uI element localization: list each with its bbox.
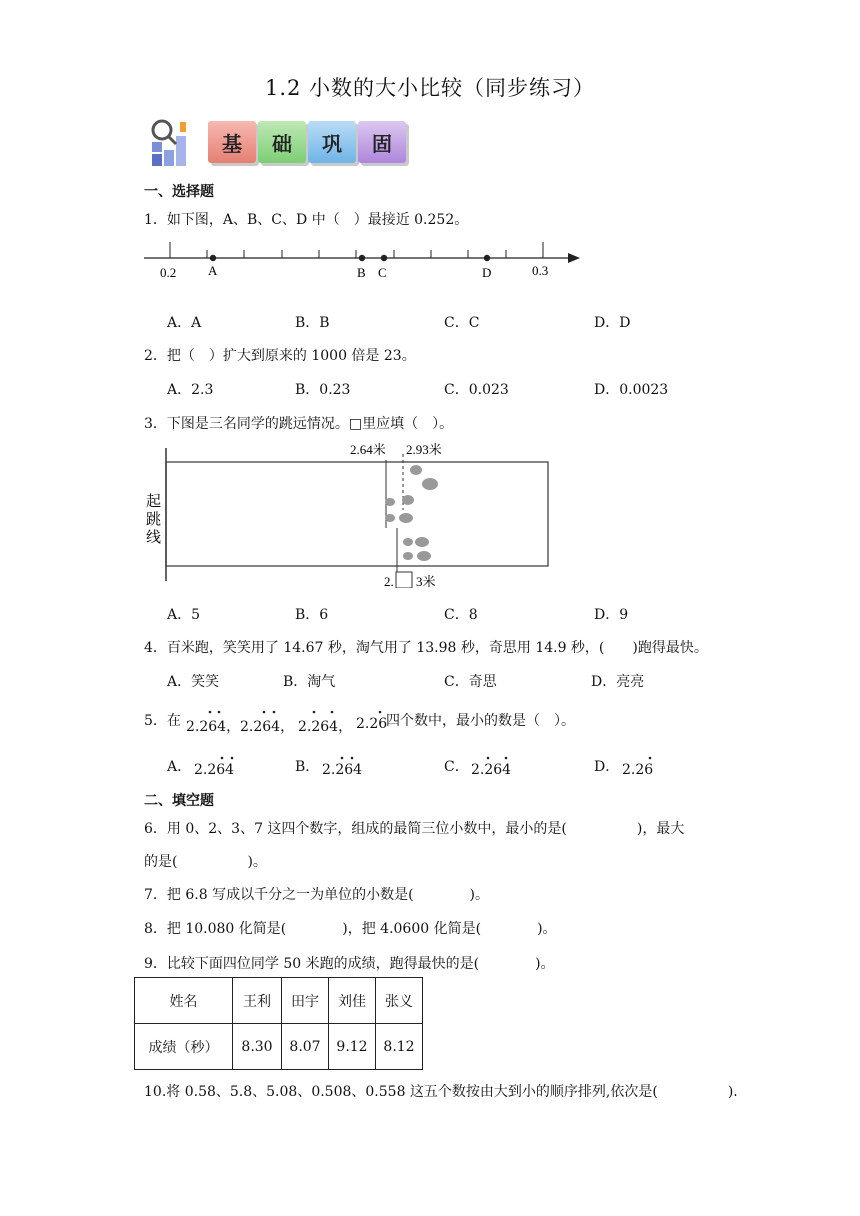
banner-illustration-icon [140, 116, 200, 172]
line-label-start: 0.2 [160, 265, 177, 280]
question-5-prefix: 5．在 [144, 713, 181, 729]
question-6-line1: 6．用 0、2、3、7 这四个数字，组成的最简三位小数中，最小的是( )，最大 [144, 821, 685, 837]
question-1: 1．如下图，A、B、C、D 中（ ）最接近 0.252。 [144, 212, 469, 228]
q5-option-a[interactable]: A． [167, 759, 192, 775]
q1-option-c[interactable]: C．C [444, 315, 480, 331]
q3-option-b[interactable]: B．6 [295, 607, 329, 623]
banner-char-1: 基 [208, 121, 256, 163]
line-label-d: D [482, 265, 492, 280]
q1-option-b[interactable]: B．B [295, 315, 330, 331]
q2-option-c[interactable]: C．0.023 [444, 382, 509, 398]
q4-option-a[interactable]: A．笑笑 [167, 674, 220, 690]
question-3: 3．下图是三名同学的跳远情况。□里应填（ ）。 [144, 416, 454, 432]
q3-option-c[interactable]: C．8 [444, 607, 478, 623]
table-cell: 姓名 [135, 978, 233, 1024]
line-label-a: A [208, 263, 218, 278]
number-line-figure [140, 236, 585, 282]
q5-option-b-value: 2.264 [322, 762, 363, 778]
fig-label-264: 2.64米 [350, 442, 386, 457]
q5-option-recurring-dots [190, 752, 660, 764]
line-label-end: 0.3 [532, 263, 549, 278]
q2-option-d[interactable]: D．0.0023 [594, 382, 669, 398]
fig-bottom-pre: 2. [384, 574, 394, 588]
answer-box [396, 572, 412, 588]
question-2: 2．把（ ）扩大到原来的 1000 倍是 23。 [144, 348, 416, 364]
long-jump-figure [140, 438, 560, 588]
table-cell: 王利 [233, 978, 282, 1024]
question-6-line2: 的是( )。 [144, 854, 267, 870]
line-label-c: C [378, 265, 387, 280]
table-cell: 9.12 [329, 1024, 376, 1070]
fig-label-293: 2.93米 [406, 442, 442, 457]
q5-option-d[interactable]: D． [594, 759, 620, 775]
footprints-icon [385, 465, 438, 561]
question-8: 8．把 10.080 化简是( )，把 4.0600 化简是( )。 [144, 921, 557, 937]
question-7: 7．把 6.8 写成以千分之一为单位的小数是( )。 [144, 887, 489, 903]
table-cell: 张义 [376, 978, 423, 1024]
banner-char-3: 巩 [308, 121, 356, 163]
banner-char-4: 固 [358, 121, 406, 163]
svg-text:起 跳 线 [146, 492, 166, 546]
q2-option-b[interactable]: B．0.23 [295, 382, 351, 398]
table-cell: 8.30 [233, 1024, 282, 1070]
point-d [484, 255, 490, 261]
score-table [134, 977, 423, 1070]
start-line-char-2: 跳 [146, 510, 162, 528]
q1-option-a[interactable]: A．A [167, 315, 202, 331]
banner-char-2: 础 [258, 121, 306, 163]
table-cell: 刘佳 [329, 978, 376, 1024]
q3-option-d[interactable]: D．9 [594, 607, 629, 623]
table-row [135, 1024, 423, 1070]
question-5-suffix: 四个数中，最小的数是（ ）。 [386, 713, 575, 729]
section-fill-heading: 二、填空题 [144, 793, 214, 809]
q4-option-c[interactable]: C．奇思 [444, 674, 497, 690]
table-cell: 8.12 [376, 1024, 423, 1070]
q5-num-2: 2.264， [240, 719, 295, 735]
table-row [135, 978, 423, 1024]
q4-option-b[interactable]: B．淘气 [283, 674, 336, 690]
point-a [210, 255, 216, 261]
section-banner [140, 116, 410, 172]
q1-option-d[interactable]: D．D [594, 315, 631, 331]
q5-num-1: 2.264， [186, 719, 241, 735]
q2-option-a[interactable]: A．2.3 [167, 382, 214, 398]
q5-recurring-dots [186, 706, 386, 718]
q5-option-d-value: 2.26 [622, 762, 654, 778]
q5-option-a-value: 2.264 [194, 762, 235, 778]
table-cell: 成绩（秒） [135, 1024, 233, 1070]
q5-option-b[interactable]: B． [295, 759, 320, 775]
question-10: 10.将 0.58、5.8、5.08、0.508、0.558 这五个数按由大到小的顺序排列,依次是( ). [144, 1084, 738, 1100]
q3-option-a[interactable]: A．5 [167, 607, 201, 623]
start-line-char-1: 起 [146, 492, 162, 510]
fig-bottom-post: 3米 [416, 574, 436, 588]
q5-num-4: 2.26 [356, 716, 388, 732]
q5-num-3: 2.264， [298, 719, 353, 735]
question-9: 9．比较下面四位同学 50 米跑的成绩，跑得最快的是( )。 [144, 956, 555, 972]
q4-option-d[interactable]: D．亮亮 [591, 674, 645, 690]
section-choice-heading: 一、选择题 [144, 184, 214, 200]
start-line-char-3: 线 [146, 528, 162, 546]
table-cell: 8.07 [282, 1024, 329, 1070]
point-c [381, 255, 387, 261]
q5-option-c-value: 2.264 [471, 762, 512, 778]
point-b [359, 255, 365, 261]
question-4: 4．百米跑，笑笑用了 14.67 秒，淘气用了 13.98 秒，奇思用 14.9 秒，( )跑得最快。 [144, 640, 708, 656]
line-label-b: B [357, 265, 366, 280]
table-cell: 田宇 [282, 978, 329, 1024]
q5-option-c[interactable]: C． [444, 759, 469, 775]
page-title: 1.2 小数的大小比较（同步练习） [264, 76, 596, 100]
